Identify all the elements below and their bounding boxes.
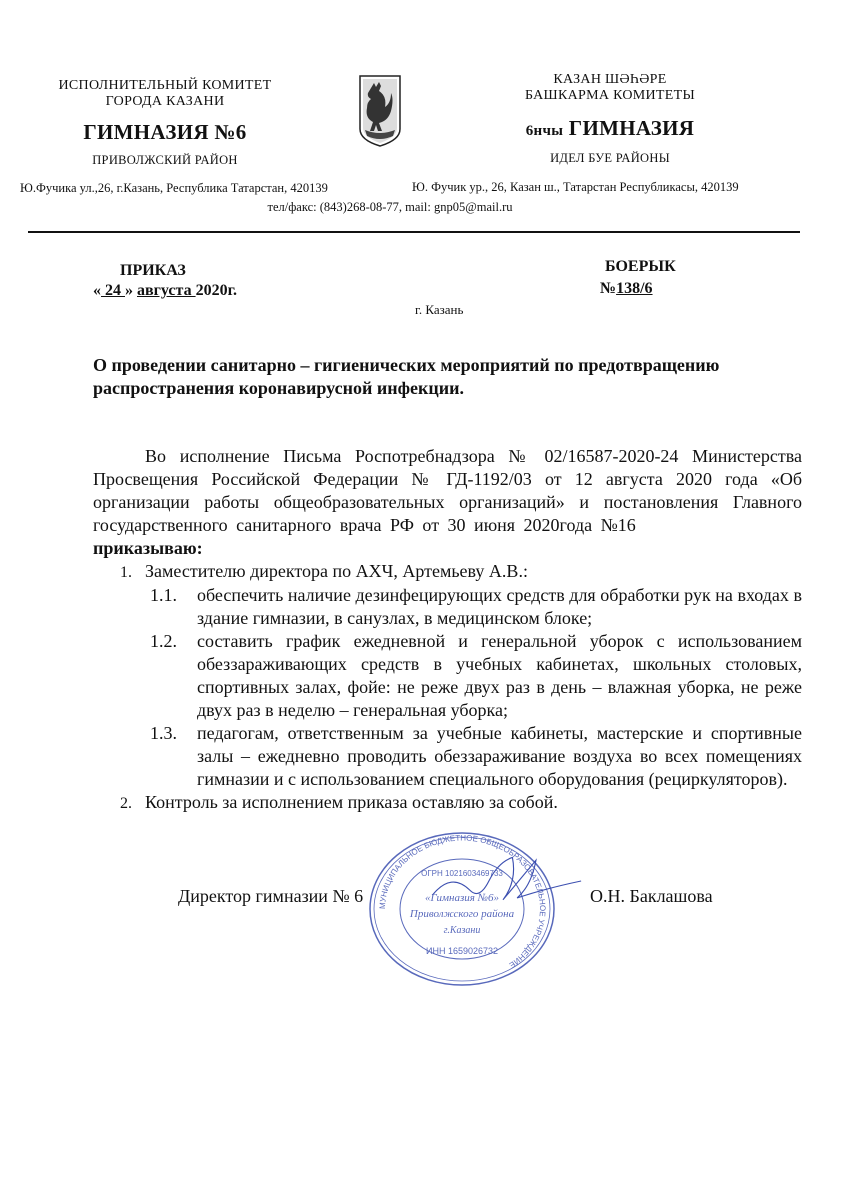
order-subject: О проведении санитарно – гигиенических мероприятий по предотвращению распространения коронавирусной инфекции. [93, 355, 720, 398]
subitem-number: 1.2. [150, 631, 177, 651]
district-name-tt: ИДЕЛ БУЕ РАЙОНЫ [550, 151, 670, 165]
school-name-tt: ГИМНАЗИЯ [568, 116, 695, 140]
preamble: Во исполнение Письма Роспотребнадзора № 02/16587-2020-24 Министерства Просвещения Российской Федерации № ГД-1192/03 от 12 августа 2020 года «Об организации работы общеобразовательных организаций» и постановления Главного государственного санитарного врача РФ от 30 июня 2020года №16 [93, 446, 802, 535]
stamp-line-1: «Гимназия №6» [424, 892, 500, 904]
list-subitem [93, 584, 802, 630]
stamp-outer-text: МУНИЦИПАЛЬНОЕ БЮДЖЕТНОЕ ОБЩЕОБРАЗОВАТЕЛЬНОЕ УЧРЕЖДЕНИЕ [377, 833, 548, 970]
contacts: тел/факс: (843)268-08-77, mail: gnp05@mail.ru [267, 200, 513, 214]
district-name: ПРИВОЛЖСКИЙ РАЙОН [92, 153, 238, 167]
committee-name-tt-1: КАЗАН ШӘҺӘРЕ [553, 72, 667, 87]
committee-name-tt-2: БАШКАРМА КОМИТЕТЫ [524, 88, 695, 103]
city-name: ГОРОДА КАЗАНИ [105, 94, 225, 109]
school-name: ГИМНАЗИЯ №6 [83, 120, 247, 144]
date-quote-open: « [93, 282, 101, 299]
signature-scribble [423, 851, 583, 911]
stamp-inn: ИНН 1659026732 [425, 946, 499, 956]
date-day: 24 [101, 282, 125, 299]
header-divider [28, 231, 800, 233]
order-number [600, 280, 653, 298]
signatory-name: О.Н. Баклашова [590, 886, 713, 906]
directive: приказываю: [93, 538, 203, 558]
list-item [93, 560, 802, 584]
item-number: 1. [120, 564, 132, 581]
header-left [30, 78, 300, 168]
subitem-text: педагогам, ответственным за учебные кабинеты, мастерские и спортивные залы – ежедневно проводить обеззараживание воздуха во всех помещениях гимназии и с использованием специального оборудования (рециркуляторов). [197, 723, 802, 789]
committee-name: ИСПОЛНИТЕЛЬНЫЙ КОМИТЕТ [58, 78, 272, 93]
order-title-ru: ПРИКАЗ [120, 262, 186, 279]
item-text: Контроль за исполнением приказа оставляю за собой. [145, 792, 558, 812]
item-number: 2. [120, 795, 132, 812]
subitem-number: 1.1. [150, 585, 177, 605]
order-body [93, 354, 802, 970]
kazan-emblem-icon [357, 74, 403, 148]
address-ru: Ю.Фучика ул.,26, г.Казань, Республика Татарстан, 420139 [20, 181, 328, 195]
date-quote-close: » [125, 282, 133, 299]
header-right [470, 72, 750, 166]
stamp-line-3: г.Казани [443, 925, 481, 936]
signatory-position: Директор гимназии № 6 [178, 886, 364, 906]
subitem-text: обеспечить наличие дезинфецирующих средств для обработки рук на входах в здание гимназии, в санузлах, в медицинском блоке; [197, 585, 802, 628]
signature-row [93, 833, 802, 970]
school-prefix-tt: 6нчы [525, 123, 564, 139]
date-year: 2020г. [195, 282, 238, 299]
order-city: г. Казань [415, 302, 464, 317]
stamp-line-2: Приволжского района [409, 908, 515, 920]
order-date [93, 282, 237, 300]
date-month: августа [137, 282, 196, 299]
address-tt: Ю. Фучик ур., 26, Казан ш., Татарстан Республикасы, 420139 [412, 180, 739, 194]
order-title-tt: БОЕРЫК [605, 258, 676, 275]
number-sign: № [600, 280, 617, 297]
item-text: Заместителю директора по АХЧ, Артемьеву А.В.: [145, 561, 528, 581]
subitem-text: составить график ежедневной и генеральной уборок с использованием обеззараживающих средств в учебных кабинетах, школьных столовых, спортивных залах, фойе: не реже двух раз в день – влажная уборка, не реже двух раз в неделю – генеральная уборка; [197, 631, 802, 720]
list-item [93, 791, 802, 815]
list-subitem [93, 630, 802, 722]
subitem-number: 1.3. [150, 723, 177, 743]
stamp-ogrn: ОГРН 1021603469733 [421, 869, 503, 878]
list-subitem [93, 722, 802, 791]
number-value: 138/6 [616, 280, 653, 297]
